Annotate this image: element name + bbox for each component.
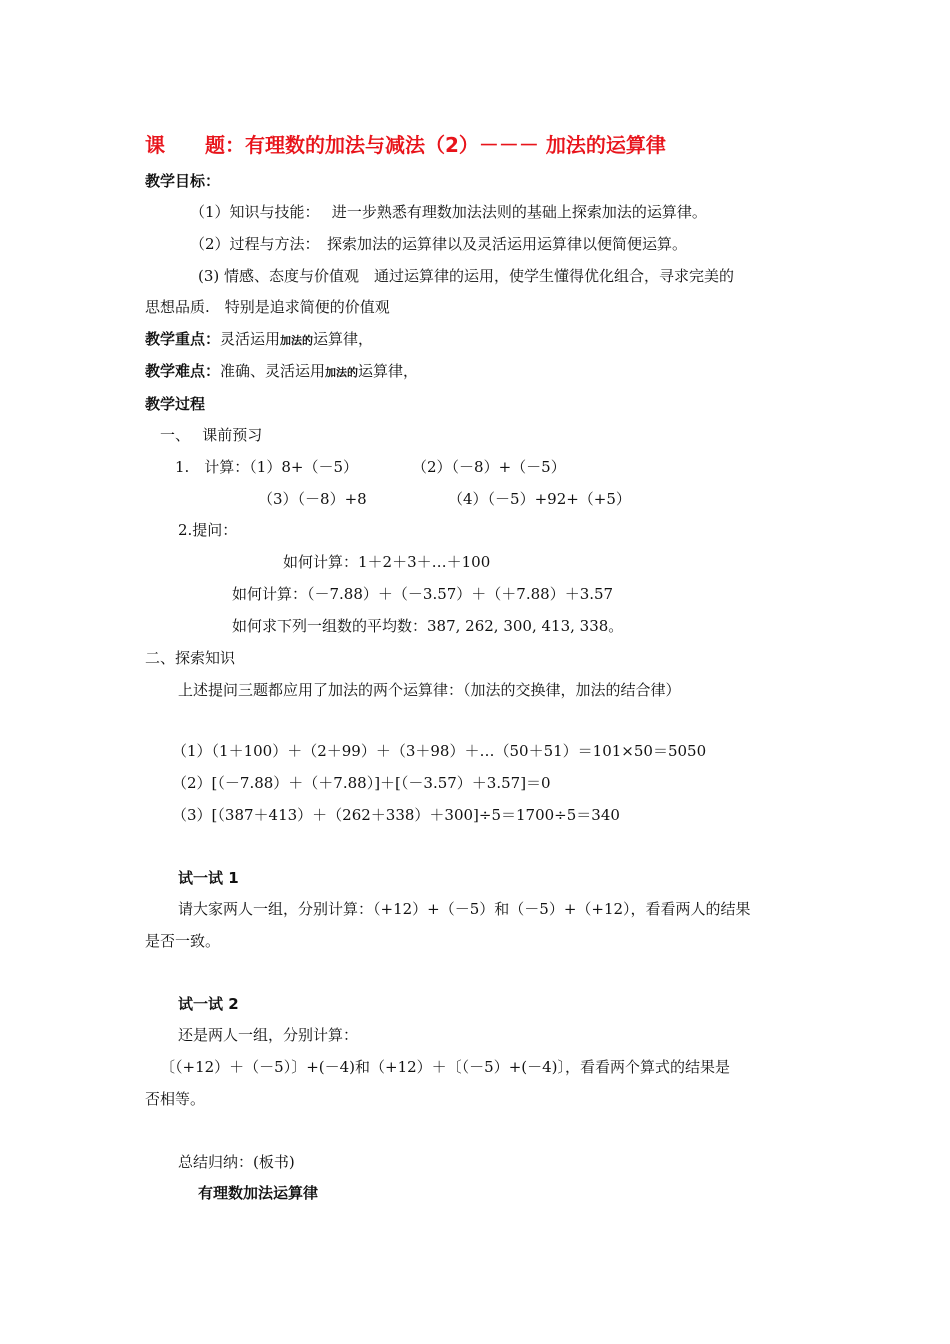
try-2-line-2: 〔（+12）＋（－5）〕+(－4)和（+12）＋〔（－5）+(－4)〕，看看两个算式的结果是 [160,1058,731,1076]
lesson-title [145,130,666,160]
key-point-post: 运算律， [313,330,374,348]
try-2-line-3: 否相等。 [145,1090,206,1108]
calc-item-4: （4）（－5）+92+（+5） [448,490,631,508]
section-2-intro: 上述提问三题都应用了加法的两个运算律：（加法的交换律，加法的结合律） [178,681,681,699]
difficulty-label: 教学难点： [145,362,221,380]
key-point-pre: 灵活运用 [220,330,281,348]
calc-item-1: 1. 计算：（1）8+（－5） [175,458,359,476]
ask-3: 如何求下列一组数的平均数：387, 262, 300, 413, 338。 [232,617,624,635]
key-point-label: 教学重点： [145,330,221,348]
process-heading: 教学过程 [145,395,206,413]
difficulty [145,360,418,384]
objective-2: （2）过程与方法： 探索加法的运算律以及灵活运用运算律以便简便运算。 [190,235,688,253]
summary-heading: 有理数加法运算律 [198,1184,319,1202]
objective-3: (3) 情感、态度与价值观 通过运算律的运用，使学生懂得优化组合，寻求完美的 [198,267,735,285]
ask-1: 如何计算：1＋2＋3＋…＋100 [283,553,491,571]
equation-1: （1）（1＋100）＋（2＋99）＋（3＋98）＋…（50＋51）＝101×50＝5050 [172,742,707,760]
key-point [145,328,373,352]
ask-label: 2.提问： [178,521,238,539]
objectives-heading: 教学目标： [145,172,221,190]
try-2-heading: 试一试 2 [178,995,239,1013]
try-2-line-1: 还是两人一组，分别计算： [178,1026,359,1044]
calc-item-2: （2）（－8）+（－5） [412,458,566,476]
difficulty-pre: 准确、灵活运用 [220,362,326,380]
objective-1: （1）知识与技能： 进一步熟悉有理数加法法则的基础上探索加法的运算律。 [190,203,707,221]
try-1-line-1: 请大家两人一组，分别计算：（+12）+（－5）和（－5）+（+12），看看两人的结果 [178,900,751,918]
try-1-line-2: 是否一致。 [145,932,221,950]
key-point-small: 加法的 [280,334,314,347]
section-1-heading: 一、 课前预习 [160,426,263,444]
difficulty-post: 运算律， [358,362,419,380]
summary-label: 总结归纳：(板书) [178,1153,295,1171]
section-2-heading: 二、探索知识 [145,649,236,667]
ask-2: 如何计算：（－7.88）＋（－3.57）＋（＋7.88）＋3.57 [232,585,614,603]
equation-2: （2）[（－7.88）＋（＋7.88）]＋[（－3.57）＋3.57]＝0 [172,774,551,792]
objective-3-cont: 思想品质. 特别是追求简便的价值观 [145,298,390,316]
try-1-heading: 试一试 1 [178,869,239,887]
calc-item-3: （3）（－8）+8 [258,490,367,508]
difficulty-small: 加法的 [325,366,359,379]
title-prefix: 课 [145,133,165,157]
title-text: 题：有理数的加法与减法（2）－－－ 加法的运算律 [205,133,666,157]
equation-3: （3）[（387＋413）＋（262＋338）＋300]÷5＝1700÷5＝340 [172,806,620,824]
